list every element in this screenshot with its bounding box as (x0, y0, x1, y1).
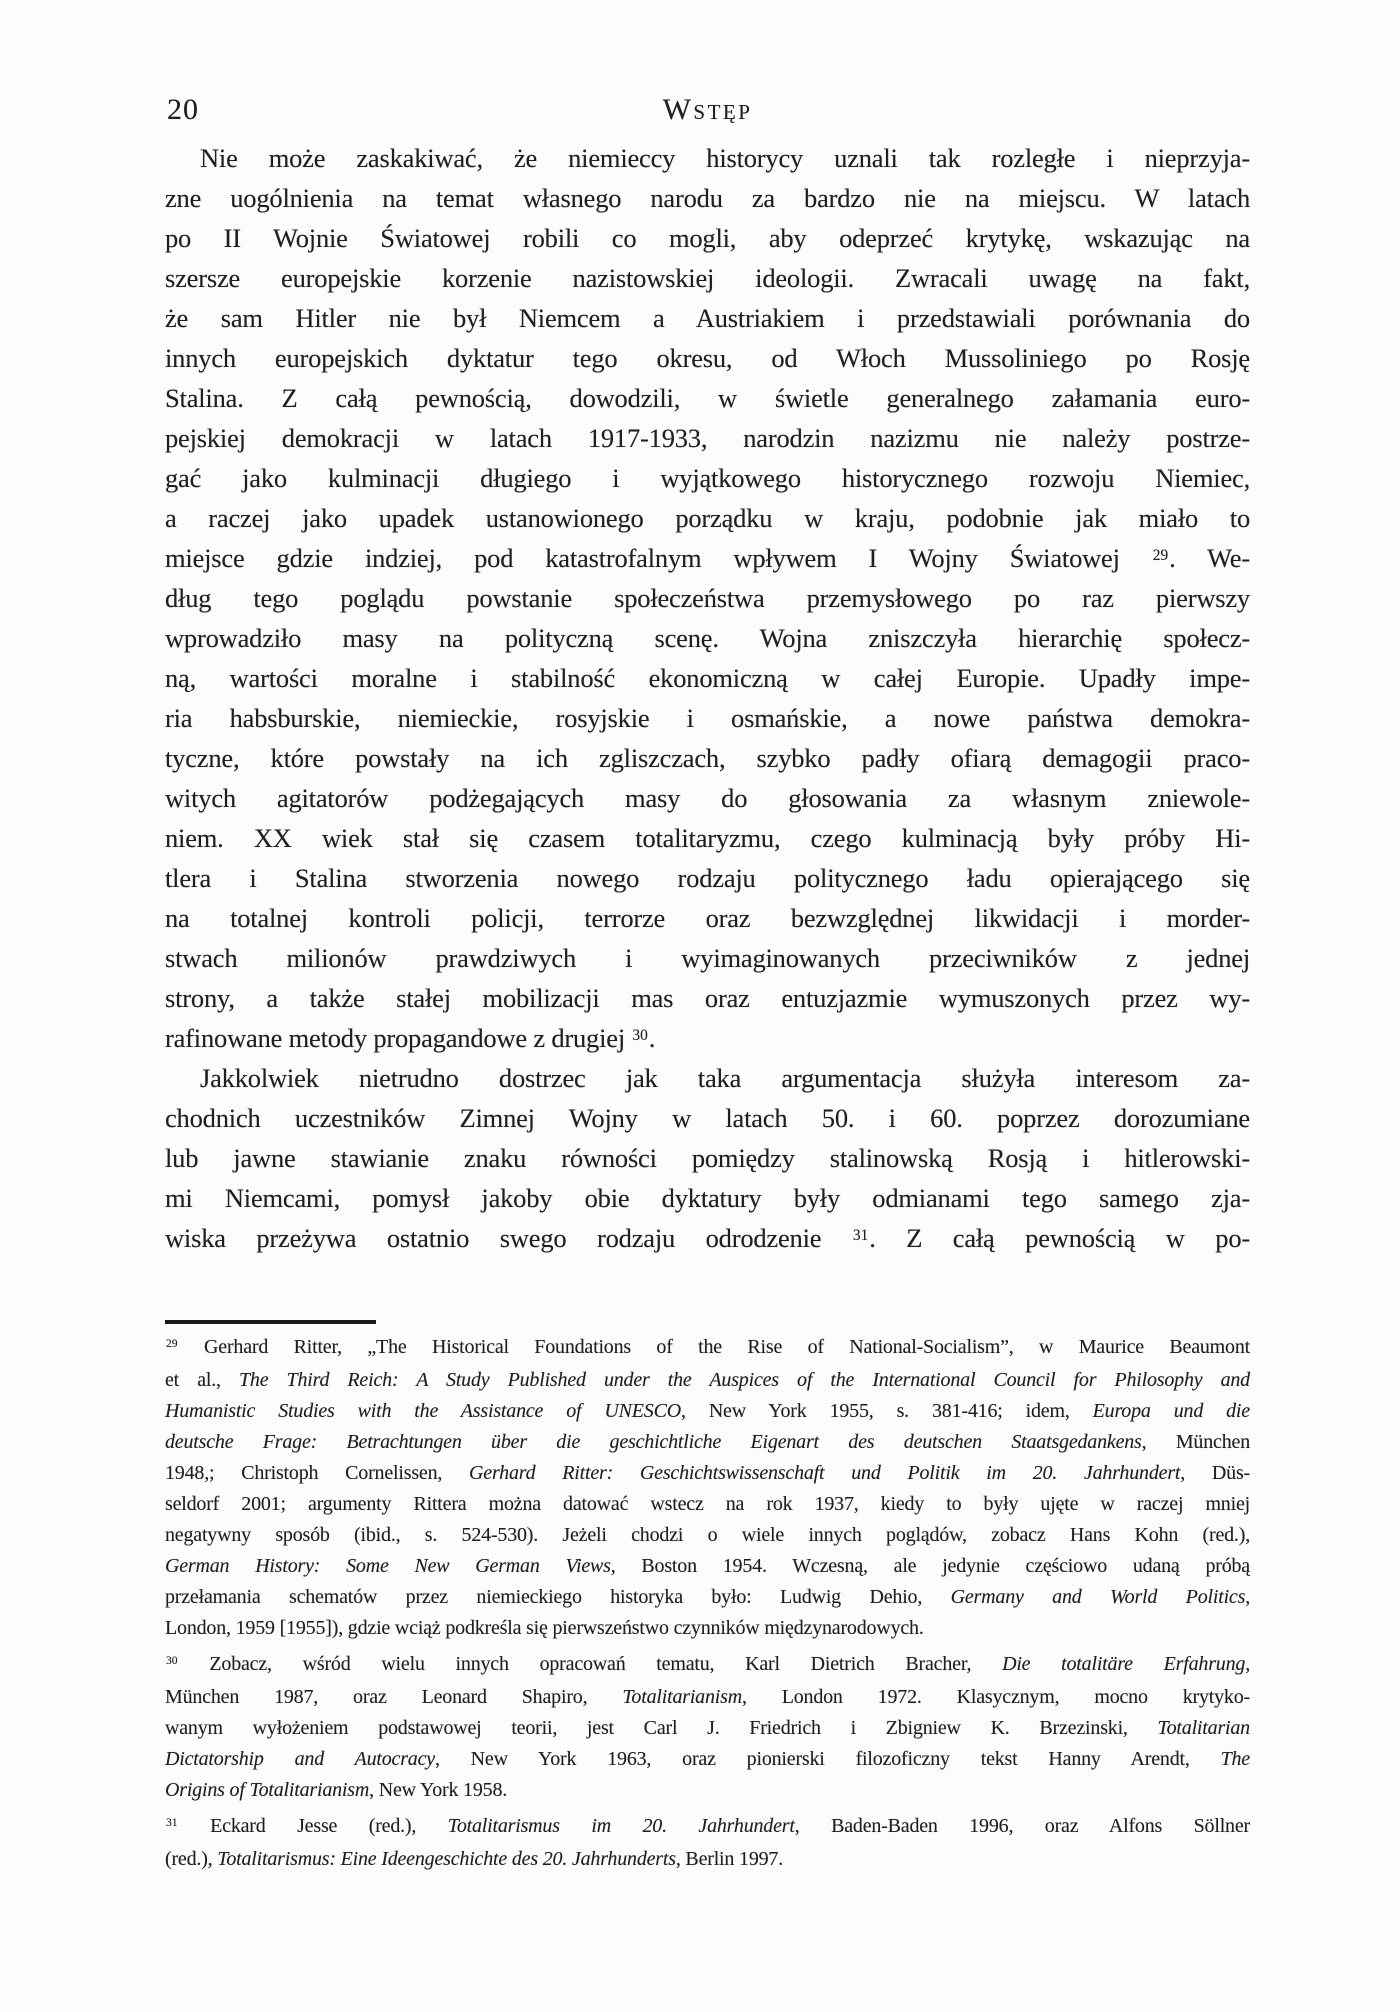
text-run: (red.), (165, 1848, 218, 1870)
body-line (165, 338, 1250, 378)
footnote-line (165, 1713, 1250, 1744)
text-run: et al., (165, 1369, 239, 1391)
footnote-line (165, 1649, 1250, 1682)
text-run: mi Niemcami, pomysł jakoby obie dyktatury były odmianami tego samego zja- (165, 1183, 1250, 1213)
text-run: , Berlin 1997. (675, 1848, 784, 1870)
footnote-separator-rule (165, 1320, 376, 1324)
text-run: , Düs- (1180, 1462, 1250, 1484)
body-line (165, 778, 1250, 818)
italic-text-run: Humanistic Studies with the Assistance of UNESCO (165, 1400, 681, 1422)
footnote-line (165, 1520, 1250, 1551)
text-run: szersze europejskie korzenie nazistowskiej ideologii. Zwracali uwagę na fakt, (165, 263, 1250, 293)
text-run: , München (1141, 1431, 1250, 1453)
text-run: Gerhard Ritter, „The Historical Foundations of the Rise of National-Socialism”, w Maurice Beaumont (178, 1336, 1250, 1358)
footnote-line (165, 1775, 1250, 1806)
italic-text-run: Germany and World Politics (950, 1586, 1246, 1608)
footnote-ref: 31 (166, 1816, 178, 1830)
text-run: Stalina. Z całą pewnością, dowodzili, w świetle generalnego załamania euro- (165, 383, 1250, 413)
text-run: , Baden-Baden 1996, oraz Alfons Söllner (794, 1815, 1250, 1837)
text-run: Zobacz, wśród wielu innych opracowań tematu, Karl Dietrich Bracher, (178, 1653, 1003, 1675)
body-line (165, 978, 1250, 1018)
text-run: rafinowane metody propagandowe z drugiej (165, 1023, 632, 1053)
footnote-line (165, 1844, 1250, 1875)
text-run: gać jako kulminacji długiego i wyjątkowego historycznego rozwoju Niemiec, (165, 463, 1250, 493)
body-line (165, 578, 1250, 618)
text-run: dług tego poglądu powstanie społeczeństwa przemysłowego po raz pierwszy (165, 583, 1250, 613)
footnote-line (165, 1489, 1250, 1520)
italic-text-run: Europa und die (1092, 1400, 1250, 1422)
body-line (165, 858, 1250, 898)
italic-text-run: Die totalitäre Erfahrung (1002, 1653, 1246, 1675)
text-run: witych agitatorów podżegających masy do głosowania za własnym zniewole- (165, 783, 1250, 813)
body-line (165, 698, 1250, 738)
footnote-30 (165, 1649, 1250, 1806)
body-line (165, 498, 1250, 538)
footnote-line (165, 1551, 1250, 1582)
text-run: 1948,; Christoph Cornelissen, (165, 1462, 470, 1484)
text-run: wprowadziło masy na polityczną scenę. Wojna zniszczyła hierarchię społecz- (165, 623, 1250, 653)
italic-text-run: Totalitarian (1157, 1717, 1250, 1739)
footnote-line (165, 1811, 1250, 1844)
text-run: pejskiej demokracji w latach 1917-1933, narodzin nazizmu nie należy postrze- (165, 423, 1250, 453)
body-line (165, 738, 1250, 778)
footnote-ref: 30 (632, 1026, 648, 1044)
text-run: ria habsburskie, niemieckie, rosyjskie i osmańskie, a nowe państwa demokra- (165, 703, 1250, 733)
footnote-ref: 29 (1152, 546, 1169, 564)
body-line (165, 258, 1250, 298)
text-run: negatywny sposób (ibid., s. 524-530). Jeżeli chodzi o wiele innych poglądów, zobacz Hans Kohn (red.), (165, 1524, 1250, 1546)
footnote-line (165, 1427, 1250, 1458)
page-number: 20 (167, 93, 199, 126)
footnote-line (165, 1332, 1250, 1365)
text-run: , (1245, 1653, 1251, 1675)
body-line (165, 658, 1250, 698)
body-line (165, 298, 1250, 338)
text-run: . (648, 1023, 656, 1053)
footnote-line (165, 1744, 1250, 1775)
body-line (165, 378, 1250, 418)
footnote-line (165, 1582, 1250, 1613)
footnote-line (165, 1365, 1250, 1396)
italic-text-run: Totalitarismus: Eine Ideengeschichte des 20. Jahrhunderts (217, 1848, 676, 1870)
body-line (165, 218, 1250, 258)
text-run: , New York 1963, oraz pionierski filozoficzny tekst Hanny Arendt, (434, 1748, 1221, 1770)
footnote-29 (165, 1332, 1250, 1644)
body-line (165, 418, 1250, 458)
body-line (165, 618, 1250, 658)
italic-text-run: The Third Reich: A Study Published under the Auspices of the International Council for Philosophy and (238, 1369, 1250, 1391)
body-line (165, 898, 1250, 938)
text-run: , New York 1958. (369, 1779, 508, 1801)
text-run: wanym wyłożeniem podstawowej teorii, jest Carl J. Friedrich i Zbigniew K. Brzezinski, (165, 1717, 1158, 1739)
running-title: Wstęp (662, 93, 753, 126)
body-line (165, 1218, 1250, 1258)
running-header (165, 94, 1250, 132)
text-run: przełamania schematów przez niemieckiego historyka było: Ludwig Dehio, (165, 1586, 951, 1608)
italic-text-run: Totalitarismus im 20. Jahrhundert (447, 1815, 795, 1837)
text-run: niem. XX wiek stał się czasem totalitaryzmu, czego kulminacją były próby Hi- (165, 823, 1250, 853)
body-line (165, 458, 1250, 498)
text-run: zne uogólnienia na temat własnego narodu za bardzo nie na miejscu. W latach (165, 183, 1250, 213)
text-run: tlera i Stalina stworzenia nowego rodzaju politycznego ładu opierającego się (165, 863, 1250, 893)
footnote-line (165, 1682, 1250, 1713)
text-run: London, 1959 [1955]), gdzie wciąż podkreśla się pierwszeństwo czynników międzynarodowych. (165, 1617, 924, 1639)
text-run: miejsce gdzie indziej, pod katastrofalnym wpływem I Wojny Światowej (165, 543, 1152, 573)
body-line (165, 818, 1250, 858)
text-run: że sam Hitler nie był Niemcem a Austriakiem i przedstawiali porównania do (165, 303, 1250, 333)
body-line (165, 1178, 1250, 1218)
footnote-line (165, 1458, 1250, 1489)
text-run: strony, a także stałej mobilizacji mas oraz entuzjazmie wymuszonych przez wy- (165, 983, 1250, 1013)
body-line (165, 1138, 1250, 1178)
text-run: ną, wartości moralne i stabilność ekonomiczną w całej Europie. Upadły impe- (165, 663, 1250, 693)
body-line (165, 1058, 1250, 1098)
italic-text-run: Totalitarianism (622, 1686, 742, 1708)
text-run: , Boston 1954. Wczesną, ale jedynie częściowo udaną próbą (610, 1555, 1250, 1577)
footnote-ref: 29 (166, 1337, 178, 1351)
text-run: Eckard Jesse (red.), (178, 1815, 448, 1837)
body-line (165, 1018, 1250, 1058)
body-line (165, 1098, 1250, 1138)
italic-text-run: Gerhard Ritter: Geschichtswissenschaft und Politik im 20. Jahrhundert (469, 1462, 1181, 1484)
text-run: seldorf 2001; argumenty Rittera można datować wstecz na rok 1937, kiedy to były ujęte w raczej mniej (165, 1493, 1250, 1515)
text-run: a raczej jako upadek ustanowionego porządku w kraju, podobnie jak miało to (165, 503, 1250, 533)
body-text-block (165, 138, 1250, 1258)
text-run: Nie może zaskakiwać, że niemieccy historycy uznali tak rozległe i nieprzyja- (200, 143, 1250, 173)
text-run: chodnich uczestników Zimnej Wojny w latach 50. i 60. poprzez dorozumiane (165, 1103, 1250, 1133)
text-run: . Z całą pewnością w po- (869, 1223, 1250, 1253)
body-line (165, 178, 1250, 218)
text-run: , New York 1955, s. 381-416; idem, (681, 1400, 1093, 1422)
body-line (165, 138, 1250, 178)
italic-text-run: German History: Some New German Views (165, 1555, 611, 1577)
text-run: München 1987, oraz Leonard Shapiro, (165, 1686, 623, 1708)
text-run: , (1245, 1586, 1250, 1608)
footnote-ref: 30 (166, 1654, 178, 1668)
text-run: na totalnej kontroli policji, terrorze oraz bezwzględnej likwidacji i morder- (165, 903, 1250, 933)
italic-text-run: Dictatorship and Autocracy (165, 1748, 435, 1770)
footnotes-block (165, 1332, 1250, 1880)
text-run: , London 1972. Klasycznym, mocno krytyko- (741, 1686, 1250, 1708)
text-run: po II Wojnie Światowej robili co mogli, aby odeprzeć krytykę, wskazując na (165, 223, 1250, 253)
footnote-ref: 31 (852, 1226, 869, 1244)
text-run: wiska przeżywa ostatnio swego rodzaju odrodzenie (165, 1223, 852, 1253)
text-run: lub jawne stawianie znaku równości pomiędzy stalinowską Rosją i hitlerowski- (165, 1143, 1250, 1173)
italic-text-run: Origins of Totalitarianism (165, 1779, 370, 1801)
italic-text-run: deutsche Frage: Betrachtungen über die geschichtliche Eigenart des deutschen Staatsgedankens (165, 1431, 1142, 1453)
body-line (165, 538, 1250, 578)
text-run: . We- (1169, 543, 1250, 573)
footnote-line (165, 1613, 1250, 1644)
footnote-31 (165, 1811, 1250, 1875)
footnote-line (165, 1396, 1250, 1427)
text-run: innych europejskich dyktatur tego okresu, od Włoch Mussoliniego po Rosję (165, 343, 1250, 373)
italic-text-run: The (1220, 1748, 1250, 1770)
body-line (165, 938, 1250, 978)
text-run: stwach milionów prawdziwych i wyimaginowanych przeciwników z jednej (165, 943, 1250, 973)
text-run: tyczne, które powstały na ich zgliszczach, szybko padły ofiarą demagogii praco- (165, 743, 1250, 773)
text-run: Jakkolwiek nietrudno dostrzec jak taka argumentacja służyła interesom za- (200, 1063, 1250, 1093)
